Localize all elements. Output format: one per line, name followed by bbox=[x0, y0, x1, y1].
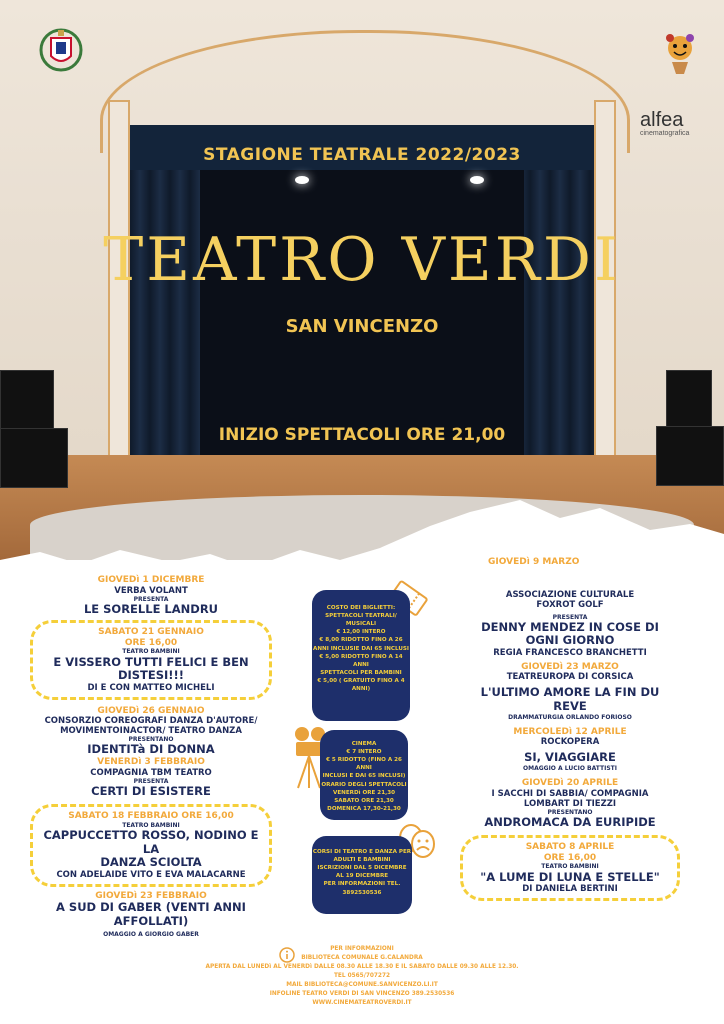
footer-hours: APERTA DAL LUNEDì AL VENERDì DALLE 08.30 ALLE 18.30 E IL SABATO DALLE 09.30 ALLE 12.30. bbox=[205, 963, 519, 970]
event-date: GIOVEDì 1 DICEMBRE bbox=[97, 575, 205, 585]
prices-line: ANNI INCLUSIE DAI 65 INCLUSI bbox=[313, 645, 409, 652]
event-date: GIOVEDì 23 MARZO bbox=[521, 661, 619, 672]
start-time-label: INIZIO SPETTACOLI ORE 21,00 bbox=[218, 425, 506, 445]
event-org: I SACCHI DI SABBIA/ COMPAGNIA bbox=[491, 788, 649, 799]
ticket-prices-box bbox=[312, 590, 410, 721]
event-date: GIOVEDì 20 APRILE bbox=[521, 777, 619, 788]
courses-line: AL 19 DICEMBRE bbox=[335, 873, 389, 880]
event-title: "A LUME DI LUNA E STELLE" bbox=[480, 869, 660, 884]
event-title-cont: REVE bbox=[553, 699, 587, 714]
left-column bbox=[30, 575, 272, 938]
speaker-right-top bbox=[666, 370, 712, 428]
event-kids-card bbox=[30, 804, 272, 886]
prices-line: ANNI) bbox=[351, 686, 371, 693]
cinema-line: SABATO ORE 21,30 bbox=[334, 797, 394, 804]
event-org-cont: LOMBART DI TIEZZI bbox=[523, 798, 617, 809]
spotlight-left bbox=[295, 176, 309, 184]
cinema-line: VENERDì ORE 21,30 bbox=[333, 789, 395, 796]
courses-line: ADULTI E BAMBINI bbox=[333, 857, 391, 864]
prices-line: € 5,00 ( GRATUITO FINO A 4 bbox=[317, 677, 405, 684]
event-title: CERTI DI ESISTERE bbox=[91, 783, 211, 798]
page-title: TEATRO VERDI bbox=[103, 225, 621, 295]
event-org: ROCKOPERA bbox=[540, 737, 600, 748]
event-org-cont: FOXROT GOLF bbox=[536, 599, 604, 610]
prices-line: € 12,00 INTERO bbox=[336, 629, 386, 636]
event-title: SI, VIAGGIARE bbox=[524, 750, 616, 765]
event-date: GIOVEDì 23 FEBBRAIO bbox=[95, 890, 207, 901]
alfea-subtitle: cinematografica bbox=[640, 130, 690, 137]
event-tag: TEATRO BAMBINI bbox=[122, 821, 180, 829]
event-title: A SUD DI GABER (VENTI ANNI bbox=[56, 900, 246, 915]
courses-line: 3892530536 bbox=[342, 889, 382, 896]
event-kids-card bbox=[460, 835, 680, 901]
event-time: ORE 16,00 bbox=[543, 852, 597, 863]
event-credits: DI E CON MATTEO MICHELI bbox=[87, 682, 215, 693]
event-tag: TEATRO BAMBINI bbox=[122, 648, 180, 656]
courses-box bbox=[312, 836, 412, 914]
event-presents: PRESENTANO bbox=[128, 736, 174, 744]
footer-infoline: INFOLINE TEATRO VERDI DI SAN VINCENZO 389.2530536 bbox=[269, 990, 455, 997]
event-org: CONSORZIO COREOGRAFI DANZA D'AUTORE/ bbox=[44, 716, 258, 727]
event-date: SABATO 8 APRILE bbox=[525, 842, 615, 853]
event-date: GIOVEDì 26 GENNAIO bbox=[97, 705, 205, 716]
cinema-line: INCLUSI E DAI 65 INCLUSI) bbox=[322, 773, 406, 780]
event-time: ORE 16,00 bbox=[124, 637, 178, 648]
event-title: IDENTITà DI DONNA bbox=[87, 742, 215, 757]
prices-line: MUSICALI bbox=[345, 621, 377, 628]
event-org: VERBA VOLANT bbox=[114, 585, 188, 596]
event-presents: PRESENTA bbox=[133, 595, 169, 603]
event-date: VENERDì 3 FEBBRAIO bbox=[97, 756, 205, 767]
cinema-line: DOMENICA 17,30-21,30 bbox=[327, 805, 401, 812]
footer-website: WWW.CINEMATEATROVERDI.IT bbox=[312, 999, 412, 1006]
event-date: GIOVEDì 9 MARZO bbox=[488, 557, 580, 567]
alfea-name: alfea bbox=[640, 109, 684, 131]
event-title: ANDROMACA DA EURIPIDE bbox=[484, 814, 656, 829]
footer-phone: TEL 0565/707272 bbox=[333, 972, 391, 979]
prices-line: SPETTACOLI TEATRALI/ bbox=[325, 613, 397, 620]
event-title: E VISSERO TUTTI FELICI E BEN bbox=[53, 654, 249, 669]
event-credits: OMAGGIO A LUCIO BATTISTI bbox=[523, 764, 617, 772]
event-title: CAPPUCCETTO ROSSO, NODINO E LA bbox=[43, 827, 259, 856]
speaker-left-top bbox=[0, 370, 54, 430]
event-credits: CON ADELAIDE VITO E EVA MALACARNE bbox=[56, 869, 246, 880]
event-org-cont: MOVIMENTOINACTOR/ TEATRO DANZA bbox=[60, 726, 242, 737]
event-presents: PRESENTANO bbox=[547, 808, 593, 816]
stage-backdrop bbox=[200, 170, 524, 460]
event-date: MERCOLEDì 12 APRILE bbox=[513, 726, 627, 737]
cinema-line: € 7 INTERO bbox=[346, 749, 382, 756]
mask-logo bbox=[660, 30, 700, 76]
prices-line: € 8,00 RIDOTTO FINO A 26 bbox=[319, 637, 403, 644]
prices-line: SPETTACOLI PER BAMBINI bbox=[320, 669, 402, 676]
event-tag: TEATRO BAMBINI bbox=[541, 863, 599, 871]
alfea-logo bbox=[640, 110, 710, 140]
event-title-cont: OGNI GIORNO bbox=[525, 633, 615, 648]
event-title-cont: DISTESI!!! bbox=[117, 668, 185, 683]
event-credits: OMAGGIO A GIORGIO GABER bbox=[103, 931, 199, 939]
cinema-line: € 5 RIDOTTO (FINO A 26 ANNI bbox=[326, 757, 402, 772]
event-title: L'ULTIMO AMORE LA FIN DU bbox=[480, 685, 660, 700]
event-date: SABATO 21 GENNAIO bbox=[98, 627, 204, 638]
event-presents: PRESENTA bbox=[552, 613, 588, 621]
event-presents: PRESENTA bbox=[133, 777, 169, 785]
season-label: STAGIONE TEATRALE 2022/2023 bbox=[203, 145, 521, 165]
footer-info bbox=[0, 945, 724, 1008]
cinema-line: ORARIO DEGLI SPETTACOLI bbox=[321, 781, 407, 788]
footer-heading: PER INFORMAZIONI bbox=[330, 946, 394, 952]
cinema-line: CINEMA bbox=[351, 741, 377, 747]
event-org: ASSOCIAZIONE CULTURALE bbox=[505, 589, 635, 600]
event-org: TEATREUROPA DI CORSICA bbox=[506, 672, 634, 683]
courses-line: CORSI DI TEATRO E DANZA PER bbox=[312, 849, 412, 855]
comune-crest-logo bbox=[38, 24, 84, 78]
footer-email: MAIL BIBLIOTECA@COMUNE.SANVICENZO.LI.IT bbox=[286, 981, 438, 988]
event-title: LE SORELLE LANDRU bbox=[83, 601, 219, 616]
courses-line: PER INFORMAZIONI TEL. bbox=[323, 881, 401, 888]
event-title-cont: AFFOLLATI) bbox=[113, 913, 189, 928]
prices-line: ANNI bbox=[353, 661, 369, 668]
event-kids-card bbox=[30, 620, 272, 699]
footer-library: BIBLIOTECA COMUNALE G.CALANDRA bbox=[301, 954, 423, 961]
event-org: COMPAGNIA TBM TEATRO bbox=[90, 767, 212, 778]
prices-line: € 5,00 RIDOTTO FINO A 14 bbox=[319, 653, 403, 660]
right-column bbox=[450, 557, 690, 901]
event-credits: REGIA FRANCESCO BRANCHETTI bbox=[493, 647, 647, 658]
prices-line: COSTO DEI BIGLIETTI: bbox=[326, 605, 396, 611]
event-date: SABATO 18 FEBBRAIO ORE 16,00 bbox=[68, 811, 234, 822]
event-credits: DRAMMATURGIA ORLANDO FORIOSO bbox=[508, 713, 632, 721]
spotlight-right bbox=[470, 176, 484, 184]
event-credits: DI DANIELA BERTINI bbox=[522, 884, 618, 895]
town-label: SAN VINCENZO bbox=[285, 316, 439, 337]
event-title: DENNY MENDEZ IN COSE DI bbox=[481, 619, 659, 634]
event-title-cont: DANZA SCIOLTA bbox=[100, 855, 202, 870]
courses-line: ISCRIZIONI DAL 5 DICEMBRE bbox=[317, 865, 407, 872]
cinema-prices-box bbox=[320, 730, 408, 820]
